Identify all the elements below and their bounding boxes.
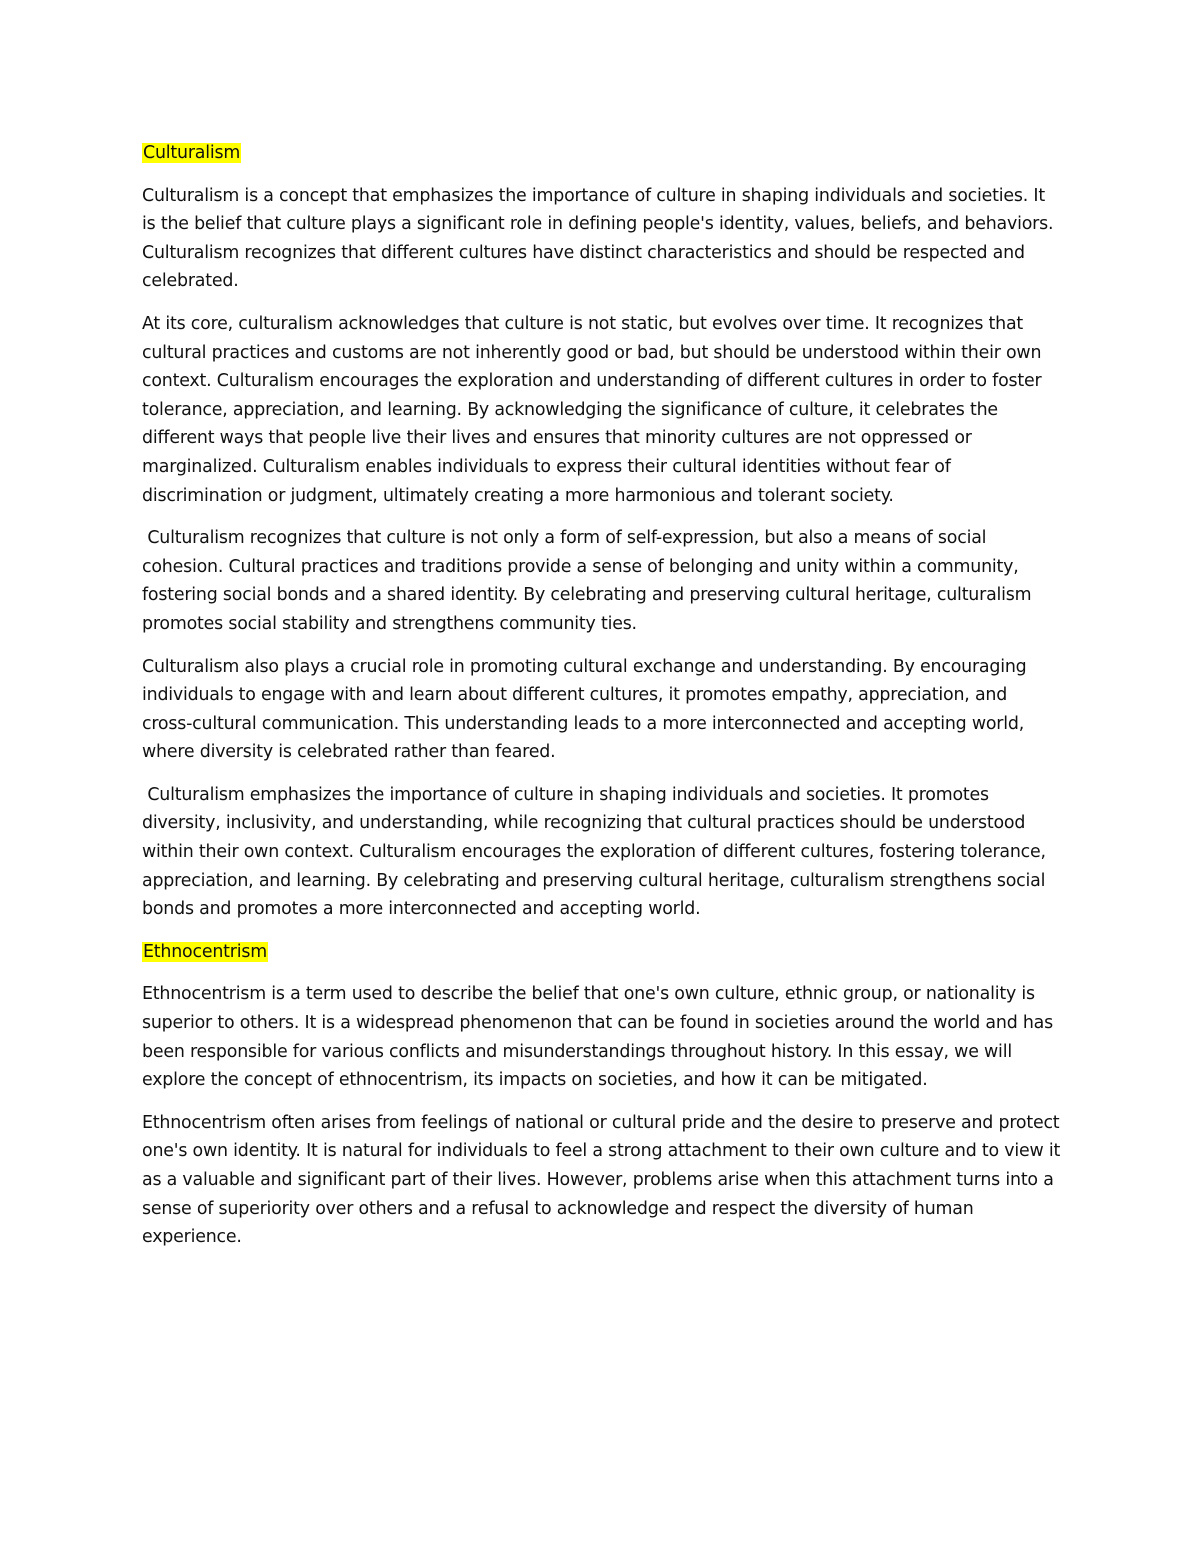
paragraph: Culturalism is a concept that emphasizes the importance of culture in shaping individuals and societies. It is the belief that culture plays a significant role in defining people's identity, values, beliefs, and behaviors. Culturalism recognizes that different cultures have distinct characteristics and should be respected and celebrated. xyxy=(142,185,1054,292)
highlighted-heading-culturalism: Culturalism xyxy=(143,143,241,163)
section-ethnocentrism xyxy=(142,938,1062,1252)
paragraph: Ethnocentrism is a term used to describe the belief that one's own culture, ethnic group, or nationality is superior to others. It is a widespread phenomenon that can be found in societies around the world and has been responsible for various conflicts and misunderstandings throughout history. In this essay, we will explore the concept of ethnocentrism, its impacts on societies, and how it can be mitigated. xyxy=(142,984,1053,1091)
section-heading xyxy=(142,938,1062,967)
paragraph: Culturalism also plays a crucial role in promoting cultural exchange and understanding. By encouraging individuals to engage with and learn about different cultures, it promotes empathy, appreciation, and cross-cultural communication. This understanding leads to a more interconnected and accepting world, where diversity is celebrated rather than feared. xyxy=(142,656,1027,763)
highlighted-heading-ethnocentrism: Ethnocentrism xyxy=(143,941,267,962)
section-heading xyxy=(142,139,1062,168)
paragraph: Culturalism emphasizes the importance of culture in shaping individuals and societies. It promotes diversity, inclusivity, and understanding, while recognizing that cultural practices should be understood within their own context. Culturalism encourages the exploration of different cultures, fostering tolerance, appreciation, and learning. By celebrating and preserving cultural heritage, culturalism strengthens social bonds and promotes a more interconnected and accepting world. xyxy=(142,784,1052,920)
document-page xyxy=(142,139,1062,1266)
paragraph: Ethnocentrism often arises from feelings of national or cultural pride and the desire to preserve and protect one's own identity. It is natural for individuals to feel a strong attachment to their own culture and to view it as a valuable and significant part of their lives. However, problems arise when this attachment turns into a sense of superiority over others and a refusal to acknowledge and respect the diversity of human experience. xyxy=(142,1112,1061,1248)
paragraph: Culturalism recognizes that culture is not only a form of self-expression, but also a means of social cohesion. Cultural practices and traditions provide a sense of belonging and unity within a community, fostering social bonds and a shared identity. By celebrating and preserving cultural heritage, culturalism promotes social stability and strengthens community ties. xyxy=(142,528,1037,634)
paragraph: At its core, culturalism acknowledges that culture is not static, but evolves over time. It recognizes that cultural practices and customs are not inherently good or bad, but should be understood within their own context. Culturalism encourages the exploration and understanding of different cultures in order to foster tolerance, appreciation, and learning. By acknowledging the significance of culture, it celebrates the different ways that people live their lives and ensures that minority cultures are not oppressed or marginalized. Culturalism enables individuals to express their cultural identities without fear of discrimination or judgment, ultimately creating a more harmonious and tolerant society. xyxy=(142,313,1042,506)
section-culturalism xyxy=(142,139,1062,924)
